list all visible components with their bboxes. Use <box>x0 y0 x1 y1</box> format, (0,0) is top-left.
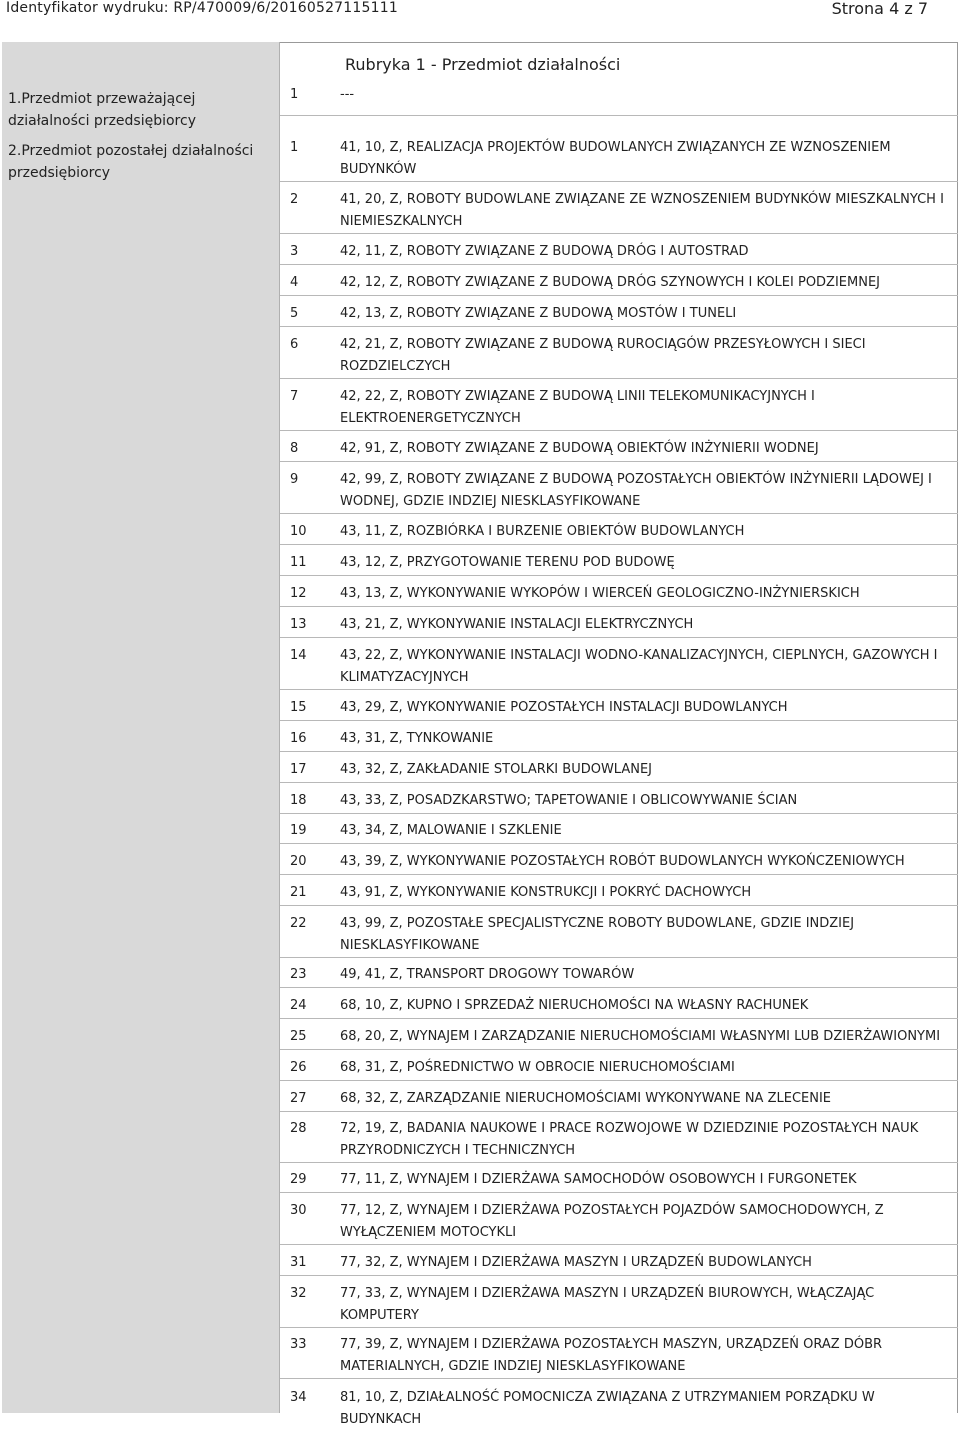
row-activity: 43, 29, Z, WYKONYWANIE POZOSTAŁYCH INSTALACJI BUDOWLANYCH <box>340 700 788 715</box>
row-activity: 42, 91, Z, ROBOTY ZWIĄZANE Z BUDOWĄ OBIEKTÓW INŻYNIERII WODNEJ <box>340 441 819 456</box>
row-activity: 81, 10, Z, DZIAŁALNOŚĆ POMOCNICZA ZWIĄZANA Z UTRZYMANIEM PORZĄDKU W BUDYNKACH <box>340 1390 875 1427</box>
row-activity: 77, 33, Z, WYNAJEM I DZIERŻAWA MASZYN I URZĄDZEŃ BIUROWYCH, WŁĄCZAJĄC KOMPUTERY <box>340 1286 875 1323</box>
table-row <box>280 552 958 576</box>
table-row <box>280 1334 958 1379</box>
row-number: 24 <box>290 998 307 1013</box>
table-row <box>280 1026 958 1050</box>
table-row <box>280 645 958 690</box>
table-row <box>280 1283 958 1328</box>
table-row <box>280 995 958 1019</box>
row-activity: 43, 32, Z, ZAKŁADANIE STOLARKI BUDOWLANEJ <box>340 762 653 777</box>
table-row <box>280 882 958 906</box>
table-row <box>280 521 958 545</box>
row-number: 8 <box>290 441 299 456</box>
row-activity: 72, 19, Z, BADANIA NAUKOWE I PRACE ROZWOJOWE W DZIEDZINIE POZOSTAŁYCH NAUK PRZYRODNICZYCH I TECHNICZNYCH <box>340 1121 919 1158</box>
row-number: 10 <box>290 524 307 539</box>
table-row <box>280 964 958 988</box>
table-row <box>280 851 958 875</box>
table-row <box>280 759 958 783</box>
row-number: 21 <box>290 885 307 900</box>
row-number: 31 <box>290 1255 307 1270</box>
row-activity: 49, 41, Z, TRANSPORT DROGOWY TOWARÓW <box>340 967 635 982</box>
table-row <box>280 614 958 638</box>
table-row <box>280 1387 958 1427</box>
row-activity: 41, 20, Z, ROBOTY BUDOWLANE ZWIĄZANE ZE WZNOSZENIEM BUDYNKÓW MIESZKALNYCH I NIEMIESZKALNYCH <box>340 192 944 229</box>
row-number: 19 <box>290 823 307 838</box>
table-row <box>280 137 958 182</box>
row-activity: 43, 31, Z, TYNKOWANIE <box>340 731 494 746</box>
table-row <box>280 272 958 296</box>
row-number: 20 <box>290 854 307 869</box>
row-number: 14 <box>290 648 307 663</box>
row-number: 3 <box>290 244 299 259</box>
table-row <box>280 189 958 234</box>
row-activity: 42, 11, Z, ROBOTY ZWIĄZANE Z BUDOWĄ DRÓG I AUTOSTRAD <box>340 244 749 259</box>
row-number: 15 <box>290 700 307 715</box>
row-activity: 42, 21, Z, ROBOTY ZWIĄZANE Z BUDOWĄ RUROCIĄGÓW PRZESYŁOWYCH I SIECI ROZDZIELCZYCH <box>340 337 866 374</box>
row-activity: 43, 12, Z, PRZYGOTOWANIE TERENU POD BUDOWĘ <box>340 555 675 570</box>
row-number: 9 <box>290 472 299 487</box>
row-activity: 77, 11, Z, WYNAJEM I DZIERŻAWA SAMOCHODÓW OSOBOWYCH I FURGONETEK <box>340 1172 857 1187</box>
row-activity: 43, 21, Z, WYKONYWANIE INSTALACJI ELEKTRYCZNYCH <box>340 617 694 632</box>
table-row <box>280 469 958 514</box>
row-number: 22 <box>290 916 307 931</box>
row-number: 34 <box>290 1390 307 1405</box>
sidebar-item-other-activity: 2.Przedmiot pozostałej działalności przedsiębiorcy <box>8 143 254 181</box>
row-activity: 42, 22, Z, ROBOTY ZWIĄZANE Z BUDOWĄ LINII TELEKOMUNIKACYJNYCH I ELEKTROENERGETYCZNYCH <box>340 389 815 426</box>
table-row <box>280 1200 958 1245</box>
page-number: Strona 4 z 7 <box>831 0 928 18</box>
table-row <box>280 1088 958 1112</box>
table-row <box>280 84 958 116</box>
row-number: 4 <box>290 275 299 290</box>
row-activity: 68, 31, Z, POŚREDNICTWO W OBROCIE NIERUCHOMOŚCIAMI <box>340 1060 735 1075</box>
row-number: 17 <box>290 762 307 777</box>
row-number: 13 <box>290 617 307 632</box>
row-activity: 77, 32, Z, WYNAJEM I DZIERŻAWA MASZYN I URZĄDZEŃ BUDOWLANYCH <box>340 1255 812 1270</box>
row-activity: 68, 20, Z, WYNAJEM I ZARZĄDZANIE NIERUCHOMOŚCIAMI WŁASNYMI LUB DZIERŻAWIONYMI <box>340 1029 941 1044</box>
row-number: 11 <box>290 555 307 570</box>
row-number: 2 <box>290 192 299 207</box>
table-row <box>280 728 958 752</box>
row-activity: 42, 13, Z, ROBOTY ZWIĄZANE Z BUDOWĄ MOSTÓW I TUNELI <box>340 306 737 321</box>
row-activity: 43, 22, Z, WYKONYWANIE INSTALACJI WODNO-KANALIZACYJNYCH, CIEPLNYCH, GAZOWYCH I KLIMATYZACYJNYCH <box>340 648 938 685</box>
row-activity: 43, 99, Z, POZOSTAŁE SPECJALISTYCZNE ROBOTY BUDOWLANE, GDZIE INDZIEJ NIESKLASYFIKOWANE <box>340 916 855 953</box>
row-activity: 77, 39, Z, WYNAJEM I DZIERŻAWA POZOSTAŁYCH MASZYN, URZĄDZEŃ ORAZ DÓBR MATERIALNYCH, GDZIE INDZIEJ NIESKLASYFIKOWANE <box>340 1337 883 1374</box>
row-number: 25 <box>290 1029 307 1044</box>
row-number: 5 <box>290 306 299 321</box>
row-number: 1 <box>290 87 299 102</box>
row-activity: 41, 10, Z, REALIZACJA PROJEKTÓW BUDOWLANYCH ZWIĄZANYCH ZE WZNOSZENIEM BUDYNKÓW <box>340 140 891 177</box>
row-activity: 42, 12, Z, ROBOTY ZWIĄZANE Z BUDOWĄ DRÓG SZYNOWYCH I KOLEI PODZIEMNEJ <box>340 275 881 290</box>
row-number: 26 <box>290 1060 307 1075</box>
row-activity: 43, 39, Z, WYKONYWANIE POZOSTAŁYCH ROBÓT BUDOWLANYCH WYKOŃCZENIOWYCH <box>340 854 905 869</box>
row-activity: 42, 99, Z, ROBOTY ZWIĄZANE Z BUDOWĄ POZOSTAŁYCH OBIEKTÓW INŻYNIERII LĄDOWEJ I WODNEJ, GDZIE INDZIEJ NIESKLASYFIKOWANE <box>340 472 932 509</box>
row-activity: 43, 34, Z, MALOWANIE I SZKLENIE <box>340 823 562 838</box>
row-number: 18 <box>290 793 307 808</box>
row-number: 23 <box>290 967 307 982</box>
print-header <box>0 0 960 28</box>
row-activity: 43, 11, Z, ROZBIÓRKA I BURZENIE OBIEKTÓW BUDOWLANYCH <box>340 524 745 539</box>
sidebar-item-primary-activity: 1.Przedmiot przeważającej działalności przedsiębiorcy <box>8 91 196 129</box>
row-number: 27 <box>290 1091 307 1106</box>
table-row <box>280 241 958 265</box>
section-title: Rubryka 1 - Przedmiot działalności <box>345 55 621 74</box>
row-number: 33 <box>290 1337 307 1352</box>
table-row <box>280 583 958 607</box>
table-row <box>280 1057 958 1081</box>
table-row <box>280 438 958 462</box>
row-activity: 43, 33, Z, POSADZKARSTWO; TAPETOWANIE I OBLICOWYWANIE ŚCIAN <box>340 793 798 808</box>
row-activity: --- <box>340 87 355 102</box>
table-row <box>280 1169 958 1193</box>
table-row <box>280 790 958 814</box>
row-number: 28 <box>290 1121 307 1136</box>
row-number: 32 <box>290 1286 307 1301</box>
sidebar <box>2 42 280 1413</box>
table-row <box>280 386 958 431</box>
table-row <box>280 913 958 958</box>
row-activity: 68, 10, Z, KUPNO I SPRZEDAŻ NIERUCHOMOŚCI NA WŁASNY RACHUNEK <box>340 998 809 1013</box>
row-number: 1 <box>290 140 299 155</box>
row-number: 16 <box>290 731 307 746</box>
row-number: 29 <box>290 1172 307 1187</box>
row-activity: 43, 91, Z, WYKONYWANIE KONSTRUKCJI I POKRYĆ DACHOWYCH <box>340 885 752 900</box>
row-number: 30 <box>290 1203 307 1218</box>
row-number: 7 <box>290 389 299 404</box>
table-row <box>280 334 958 379</box>
table-row <box>280 1118 958 1163</box>
row-activity: 68, 32, Z, ZARZĄDZANIE NIERUCHOMOŚCIAMI WYKONYWANE NA ZLECENIE <box>340 1091 832 1106</box>
row-activity: 77, 12, Z, WYNAJEM I DZIERŻAWA POZOSTAŁYCH POJAZDÓW SAMOCHODOWYCH, Z WYŁĄCZENIEM MOTOCYKLI <box>340 1203 884 1240</box>
row-activity: 43, 13, Z, WYKONYWANIE WYKOPÓW I WIERCEŃ GEOLOGICZNO-INŻYNIERSKICH <box>340 586 860 601</box>
table-row <box>280 1252 958 1276</box>
table-row <box>280 820 958 844</box>
row-number: 6 <box>290 337 299 352</box>
table-row <box>280 303 958 327</box>
row-number: 12 <box>290 586 307 601</box>
table-row <box>280 697 958 721</box>
print-identifier: Identyfikator wydruku: RP/470009/6/20160527115111 <box>6 0 398 16</box>
